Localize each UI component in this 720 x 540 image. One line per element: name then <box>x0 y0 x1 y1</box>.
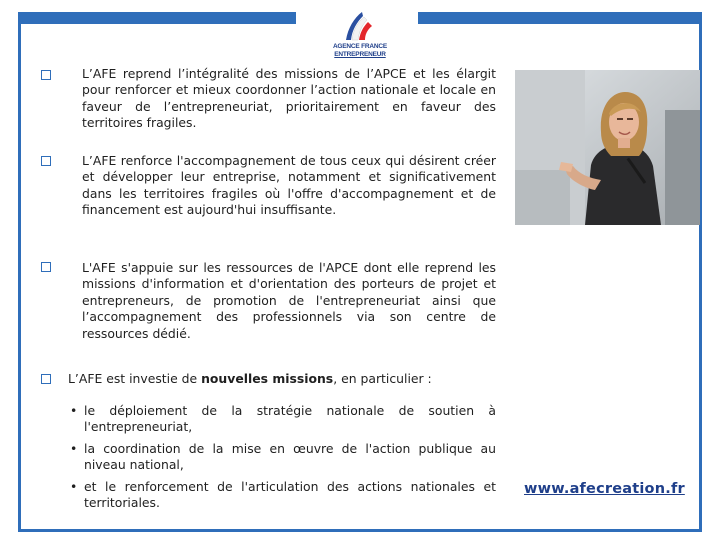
paragraph-2: L’AFE renforce l'accompagnement de tous ceux qui désirent créer et développer leur entreprise, notamment et significativement dans les territoires fragiles où l'offre d'accompagnement et de financement est aujourd'hui insuffisante. <box>82 153 496 218</box>
mission-text: la coordination de la mise en œuvre de l'action publique au niveau national, <box>84 441 496 473</box>
bottom-border <box>18 529 702 532</box>
website-link[interactable]: www.afecreation.fr <box>524 481 685 497</box>
missions-list <box>68 403 496 518</box>
missions-intro-after: , en particulier : <box>333 371 432 386</box>
paragraph-3: L'AFE s'appuie sur les ressources de l'APCE dont elle reprend les missions d'information et d'orientation des porteurs de projet et entrepreneurs, de promotion de l'entrepreneuriat ainsi que l’accompagnement des professionnels via son centre de ressources dédié. <box>82 260 496 341</box>
speaker-photo <box>515 70 700 225</box>
list-item <box>68 403 496 435</box>
missions-intro <box>68 371 498 387</box>
bullet-dot-icon: • <box>70 441 78 457</box>
missions-intro-bold: nouvelles missions <box>201 371 334 386</box>
logo-line-2: ENTREPRENEUR <box>334 51 386 58</box>
bullet-dot-icon: • <box>70 479 78 495</box>
bullet-checkbox-2 <box>41 156 51 166</box>
list-item <box>68 441 496 473</box>
left-border <box>18 12 21 532</box>
list-item <box>68 479 496 511</box>
paragraph-1: L’AFE reprend l’intégralité des missions de l’APCE et les élargit pour renforcer et mieux coordonner l’action nationale et locale en faveur de l’entrepreneuriat, prioritairement en faveur des territoires fragiles. <box>82 66 496 131</box>
top-border-left <box>18 12 296 24</box>
speaker-photo-image <box>515 70 700 225</box>
mission-text: le déploiement de la stratégie nationale de soutien à l'entrepreneuriat, <box>84 403 496 435</box>
bullet-checkbox-4 <box>41 374 51 384</box>
top-border-right <box>418 12 702 24</box>
bullet-checkbox-3 <box>41 262 51 272</box>
logo-line-1: AGENCE FRANCE <box>332 43 388 50</box>
logo-wordmark <box>322 43 398 59</box>
mission-text: et le renforcement de l'articulation des actions nationales et territoriales. <box>84 479 496 511</box>
bullet-dot-icon: • <box>70 403 78 418</box>
missions-intro-before: L’AFE est investie de <box>68 371 202 386</box>
bullet-checkbox-1 <box>41 70 51 80</box>
